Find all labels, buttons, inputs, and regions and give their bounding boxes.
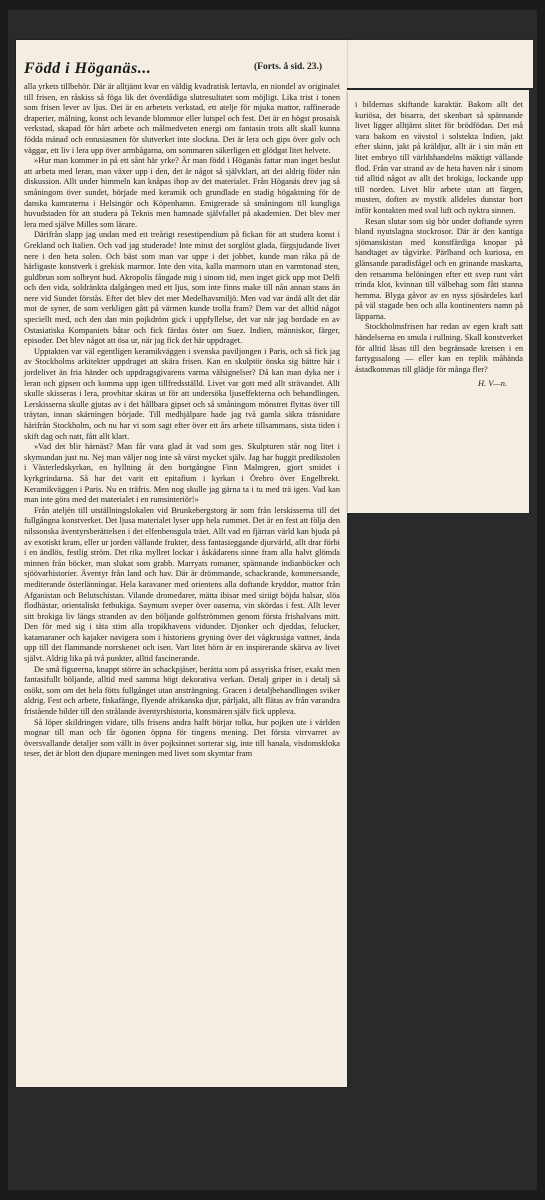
paragraph: De små figurerna, knappt större än schackpjäser, berätta som på assyriska friser, exakt men fantasifullt böljande, alltid med samma högt dekorativa verkan. Detalj griper in i detalj så osökt, som om det hela fötts fullgånget utan ansträngning. Gracen i detaljbehandlingen sviker aldrig. Fest och arbete, fiskafänge, flyende afrikanska djur, pärljakt, allt flätas av från varandra fristående bilder till den strålande äventyrshistoria, konstnären själv fick uppleva.	[24, 664, 340, 717]
article-header	[24, 60, 524, 84]
continuation-note: (Forts. å sid. 23.)	[254, 62, 323, 72]
author-signature: H. V—n.	[478, 379, 507, 389]
article-title: Född i Höganäs...	[24, 60, 152, 77]
paragraph: Upptakten var väl egentligen keramikväggen i svenska paviljongen i Paris, och så fick jag av Stockholms arkitekter uppdraget att skära frisen. Kan en skulptör önska sig bättre här i jordelivet än fria händer och uppdragsgivarens varma välsignelser? Då kan man dyka ner i leran och gipsen och komma upp igen tillfredsställd. Livet var gott med allt strävandet. Allt skulle skisseras i lera, provbitar skäras ut för att undersöka ljuseffekterna och behandlingen. Lerskisserna skulle gjutas av i det hållbara gipset och så småningom mönstret flyttas över till träytan, innan skärningen började. Till medhjälpare hade jag två gamla säkra träsnidare härifrån Stockholm, och nu har vi som sagt efter över ett års arbete tillsammans, sista tiden i skift dag och natt, fått allt klart.	[24, 346, 340, 441]
paragraph: Resan slutar som sig bör under doftande syren bland nyutslagna stockrosor. Där är den kantiga sjömanskistan med konstfärdiga knopar på handtaget av tågvirke. Pärlband och kuriosa, en glänsande paradisfågel och en grinande maskarta, den retsamma belöningen efter ett svep runt vårt trinda klot, kvinnan till välbehag som fått stanna hemma. Blyga gåvor av en nyss sjösärdeles karl på väl stagade ben och alla kontinenters namn på läpparna.	[355, 216, 523, 321]
paragraph: i bildernas skiftande karaktär. Bakom allt det kuriösa, det bisarra, det skenbart så spännande livet ligger alltjämt slitet för brödfödan. Det må vara bakom en vävstol i solstekta Indien, jakt efter skinn, jakt på kräldjur, allt är i sin mån ett litet embryo till världshandelns mäktigt vällande flod. Från var strand av de heta haven når i sinom tid alltid något av allt det brokiga, lockande upp till norden. Livet blir arbete utan att färgen, musten, doften av mystik alldeles dunstar bort inför kontakten med sval luft och nyktra sinnen.	[355, 100, 523, 215]
paragraph: Stockholmsfrisen har redan av egen kraft satt händelserna en smula i rullning. Skall konstverket för alltid låsas till den begränsade kretsen i en fartygssalong — eller kan en replik måhända åstadkommas till glädje för många fler?	[355, 322, 523, 374]
paragraph: »Vad det blir härnäst? Man får vara glad åt vad som ges. Skulpturen står nog litet i skymundan just nu. Nej man väljer nog inte så värst mycket själv. Jag har huggit predikstolen i Västerledskyrkan, en hyllning åt den bortgångne Finn Malmgren, gjort smidet i kyrkgrindarna. Så har det varit ett epitafium i kyrkan i Örebro över Engelbrekt. Keramikväggen i Paris. Nu en träfris. Men nog skulle jag gärna ta i tu med trä igen. Vad kan man inte göra med det materialet i en rumsinteriör!»	[24, 442, 340, 505]
right-text-column	[355, 100, 523, 390]
paragraph: »Hur man kommer in på ett sånt här yrke? Är man född i Höganäs fattar man inget beslut att arbeta med leran, man växer upp i den, det är något så självklart, att det aldrig föder nån diskussion. Allt under himmeln kan knåpas ihop av det materialet. Från Höganäs drev jag så småningom över sundet, började med keramik och grundlade en stadig högaktning för de danska kamraterna i Helsingör och Köpenhamn. Emigrerade så småningom till kungliga huvudstaden för att studera på Teknis men hamnade självfallet på akademien. Det blev mer lera med själve Milles som lärare.	[24, 156, 340, 229]
paragraph: Därifrån slapp jag undan med ett treårigt resestipendium på fickan för att studera konst i Grekland och Italien. Och vad jag studerade! Inte minst det sorglöst glada, färgsjudande livet nere i den heta solen. Och bäst som man var uppe i det jobbet, kunde man råka på de härligaste konstverk i grekisk marmor. Inte den vita, kalla marmorn utan en varmtonad sten, guldbrun som solbrynt hud. Akropolis fångade mig i sinom tid, men inget gick upp mot Delfi och den vida, soldränkta dalgången med ett ljus, som inte finns make till nån annan stans än nere vid Sundet förstås. Efter det blev det mer Medelhavsmiljö. Men vad var ändå allt det där mot de syner, de som verkligen gått på värmen kunde trolla fram? Dem var det alltid något speciellt med, och den dan min pojkdröm gick i uppfyllelse, det var när jag bordade en av Ostasiatiska Kompaniets båtar och fick färdas öster om Suez. Indien, människor, färger, episoder. Det blev något att ösa ur, när jag fick det här uppdraget.	[24, 230, 340, 346]
paragraph: Från ateljén till utställningslokalen vid Brunkebergstorg är som från lerskisserna till det fullgångna konstverket. Det ljusa materialet lyser upp hela rummet. Det är en fest att följa den nilssonska äventyrsberättelsen i det elfenbensgula träet. Allt vad en fjärran värld kan bjuda på av exotiskt kram, eller ur jorden vällande frukter, dess fantasieggande djurvärld, allt drar förbi i en ändlös, festlig ström. Det rika myllret lockar i åskådarens sinne fram alla halvt glömda minnen från böcker, man slukat som grabb. Marryats romaner, spännande indianböcker och sjöövarhistorier. Äventyr från land och hav. Där är drömmande, schackrande, kommersande, mediterande österlänningar. Hela karavaner med orientens alla doftande kryddor, mattor från Afganistan och Belutschistan. Vilande dromedarer, mätta ibisar med siriigt böjda halsar, slöa flodhästar, orientaliskt fetbukiga. Saymum sveper över oaserna, vin skördas i fest. Allt lever sitt brokiga liv längs stranden av den böljande golfströmmen genom första frishalvans mitt. Den för med sig i täta stim alla tropikhavens vidunder. Djonker och djeddas, felucker, katamaraner och kajaker navigera som i historiens gryning över det vågkrusiga vattnet, ända upp till det flammande norrskenet och isen. Vart litet hörn är en inspirerande skärva av livet självt. Aldrig lika på två punkter, alltid fascinerande.	[24, 505, 340, 664]
left-text-column	[24, 82, 340, 760]
paragraph: alla yrkets tillbehör. Där är alltjämt kvar en väldig kvadratisk lertavla, en niondel av originalet till frisen, en råskiss så föga lik det överdådiga slutresultatet som möjligt. Lika trist i tonen som frisen lever av ljus. Det är en arbetets verkstad, ett atelje för mjuka mattor, raffinerade draperier, målning, konst och levande blommor eller lutspel och fest. Det är en högst prosaisk verkstad, skapad för hårt arbete och målmedveten energi om fantasin trots allt skall kunna födda mänad och entusiasmen för slutverket inte slockna. Det är lera och gips över golv och väggar, ett liv i lera upp över armbågarna, om sommaren säkerligen ett glödgat litet helvete.	[24, 82, 340, 155]
paragraph: Så löper skildringen vidare, tills frisens andra halft börjar tolka, hur pojken ute i världen mognar till man och får ögonen öppna för tingens mening. Det första virrvarret av översvallande detaljer som vällt in över pojksinnet sorterar sig, inte till banala, visdomsklokа teser, det är blott den djupare meningen med livet som skymtar fram	[24, 717, 340, 759]
column-divider	[347, 92, 348, 512]
